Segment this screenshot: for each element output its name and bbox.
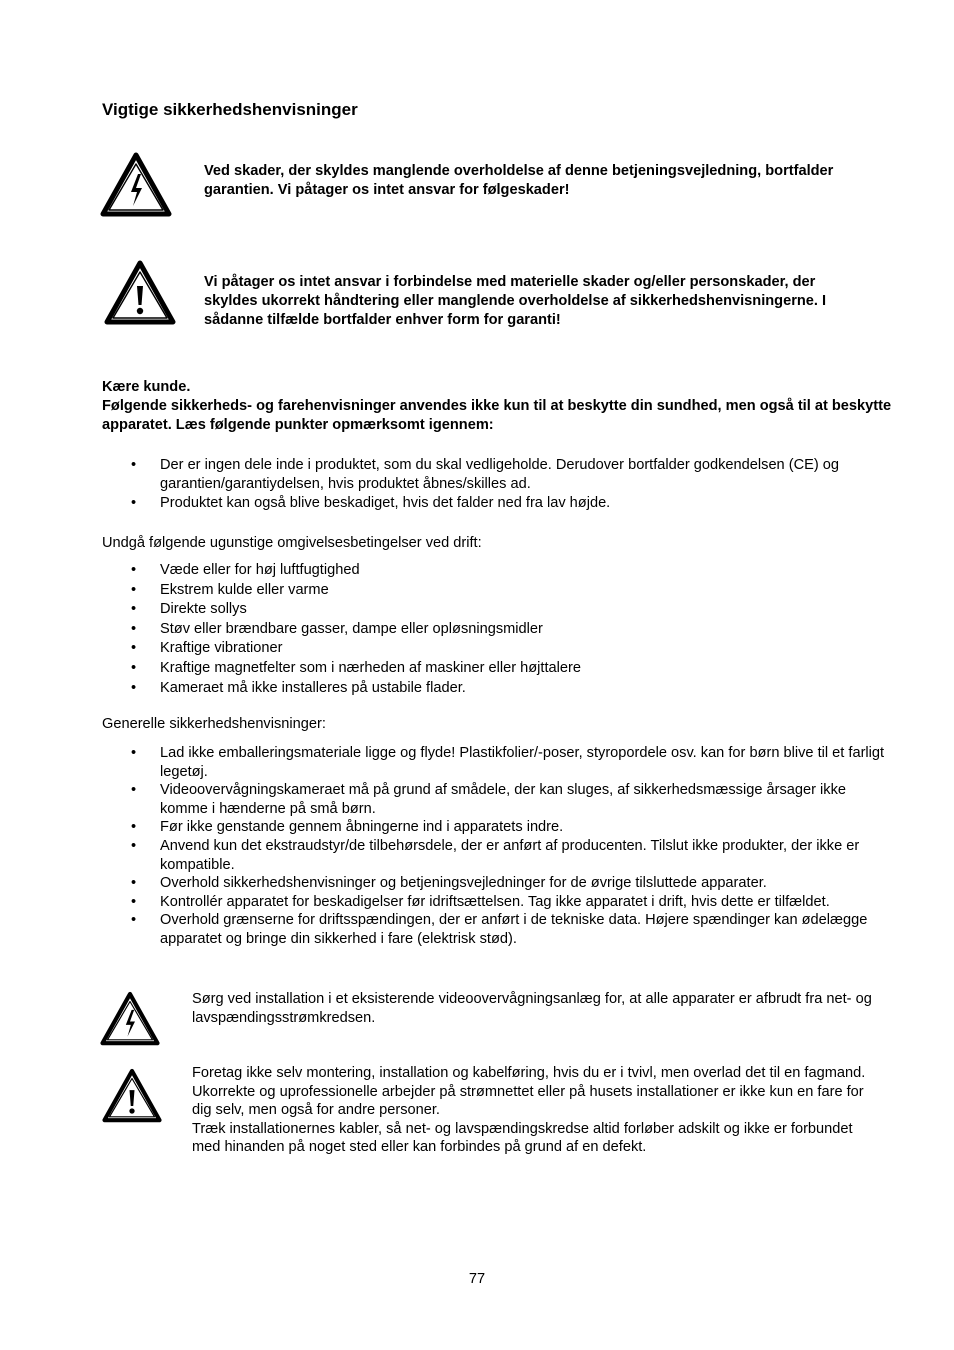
list-item: • Overhold sikkerhedshenvisninger og betjeningsvejledninger for de øvrige tilsluttede apparater. xyxy=(102,874,892,893)
list-item: • Anvend kun det ekstraudstyr/de tilbehørsdele, der er anført af producenten. Tilslut ikke produkter, der ikke er kompatible. xyxy=(102,837,892,874)
product-notes-list xyxy=(102,456,892,513)
lightning-warning-icon xyxy=(100,152,172,218)
list-item: • Videoovervågningskameraet må på grund af smådele, der kan sluges, af sikkerhedsmæssige årsager ikke komme i hænderne på små børn. xyxy=(102,781,892,818)
exclamation-warning-icon xyxy=(104,260,176,326)
list-item: • Væde eller for høj luftfugtighed xyxy=(102,561,892,581)
list-item: • Støv eller brændbare gasser, dampe eller opløsningsmidler xyxy=(102,620,892,640)
intro-text: Følgende sikkerheds- og farehenvisninger anvendes ikke kun til at beskytte din sundhed, men også til at beskytte apparatet. Læs følgende punkter opmærksomt igennem: xyxy=(102,398,892,433)
environment-heading: Undgå følgende ugunstige omgivelsesbetingelser ved drift: xyxy=(102,535,482,551)
general-safety-list xyxy=(102,744,892,949)
list-item: • Før ikke genstande gennem åbningerne ind i apparatets indre. xyxy=(102,818,892,837)
warning-text-liability: Vi påtager os intet ansvar i forbindelse med materielle skader og/eller personskader, der skyldes ukorrekt håndtering eller manglende overholdelse af sikkerhedshenvisningerne. I sådanne tilfælde bortfalder enhver form for garanti! xyxy=(204,274,827,328)
professional-warning-block xyxy=(192,1064,882,1157)
list-item: • Lad ikke emballeringsmateriale ligge og flyde! Plastikfolier/-poser, styropordele osv. kan for børn blive til et farligt legetøj. xyxy=(102,744,892,781)
exclamation-warning-icon xyxy=(102,1068,162,1124)
list-item: • Direkte sollys xyxy=(102,600,892,620)
list-item: • Kraftige magnetfelter som i nærheden af maskiner eller højttalere xyxy=(102,659,892,679)
general-heading: Generelle sikkerhedshenvisninger: xyxy=(102,716,326,732)
page-title: Vigtige sikkerhedshenvisninger xyxy=(102,100,358,119)
list-item: • Ekstrem kulde eller varme xyxy=(102,581,892,601)
list-item: • Der er ingen dele inde i produktet, som du skal vedligeholde. Derudover bortfalder godkendelsen (CE) og garantien/garantiydelsen, hvis produktet åbnes/skilles ad. xyxy=(102,456,892,494)
professional-warning-text: Foretag ikke selv montering, installation og kabelføring, hvis du er i tvivl, men overlad det til en fagmand. Ukorrekte og uprofessionelle arbejder på strømnettet eller på husets installationer er ikke kun en fare for dig selv, men også for andre personer. xyxy=(192,1065,866,1119)
list-item: • Kraftige vibrationer xyxy=(102,639,892,659)
list-item: • Kameraet må ikke installeres på ustabile flader. xyxy=(102,679,892,699)
installation-warning-text: Sørg ved installation i et eksisterende videoovervågningsanlæg for, at alle apparater er afbrudt fra net- og lavspændingsstrømkredsen. xyxy=(192,991,872,1026)
warning-text-damage: Ved skader, der skyldes manglende overholdelse af denne betjeningsvejledning, bortfalder garantien. Vi påtager os intet ansvar for følgeskader! xyxy=(204,163,834,198)
list-item: • Overhold grænserne for driftsspændingen, der er anført i de tekniske data. Højere spændinger kan ødelægge apparatet og bringe din sikkerhed i fare (elektrisk stød). xyxy=(102,911,892,948)
cable-routing-text: Træk installationernes kabler, så net- og lavspændingskredse altid forløber adskilt og ikke er forbundet med hinanden på noget sted eller kan forbindes på grund af en defekt. xyxy=(192,1120,853,1156)
list-item: • Kontrollér apparatet for beskadigelser før idriftsættelsen. Tag ikke apparatet i drift, hvis dette er tilfældet. xyxy=(102,893,892,912)
lightning-warning-icon xyxy=(100,991,160,1047)
list-item: • Produktet kan også blive beskadiget, hvis det falder ned fra lav højde. xyxy=(102,494,892,513)
page-number: 77 xyxy=(468,1271,486,1287)
greeting: Kære kunde. xyxy=(102,379,191,395)
environment-list xyxy=(102,561,892,698)
